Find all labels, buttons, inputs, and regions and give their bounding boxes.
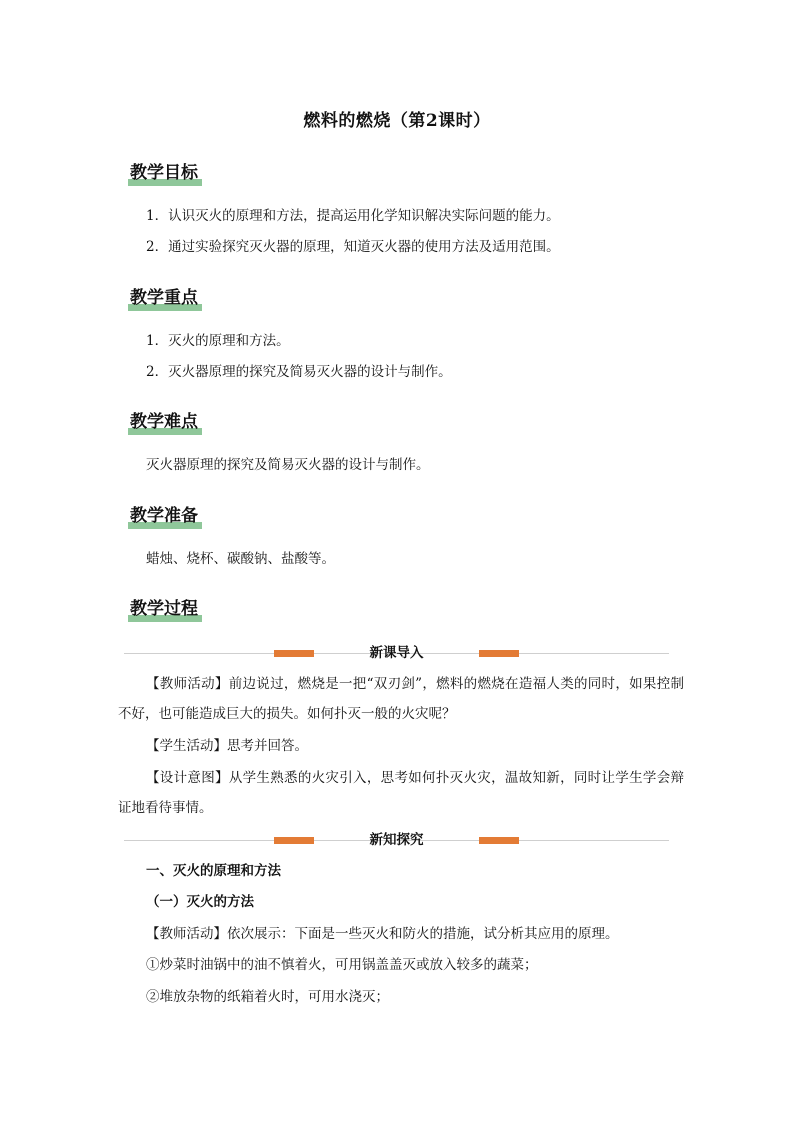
difficulty-text: 灭火器原理的探究及简易灭火器的设计与制作。 (146, 457, 430, 473)
explore-item-1: ①炒菜时油锅中的油不慎着火，可用锅盖盖灭或放入较多的蔬菜； (146, 957, 538, 973)
section-heading-key-points: 教学重点 (128, 287, 202, 311)
divider-explore (124, 832, 669, 848)
page-title: 燃料的燃烧（第2课时） (303, 111, 491, 131)
section-heading-difficulties: 教学难点 (128, 411, 202, 435)
preparation-text: 蜡烛、烧杯、碳酸钠、盐酸等。 (146, 551, 335, 567)
divider-label: 新知探究 (369, 832, 424, 848)
goal-item-1: 1．认识灭火的原理和方法，提高运用化学知识解决实际问题的能力。 (146, 208, 560, 224)
intro-design-intent: 【设计意图】从学生熟悉的火灾引入，思考如何扑灭火灾，温故知新，同时让学生学会辩证地看待事情。 (118, 770, 684, 816)
section-heading-preparation: 教学准备 (128, 505, 202, 529)
intro-student-activity: 【学生活动】思考并回答。 (146, 738, 308, 754)
divider-label: 新课导入 (369, 645, 424, 661)
explore-teacher-activity: 【教师活动】依次展示：下面是一些灭火和防火的措施，试分析其应用的原理。 (146, 926, 619, 942)
key-point-item-2: 2．灭火器原理的探究及简易灭火器的设计与制作。 (146, 364, 452, 380)
section-heading-process: 教学过程 (128, 598, 202, 622)
section-heading-goals: 教学目标 (128, 162, 202, 186)
explore-subheading-1: 一、灭火的原理和方法 (146, 863, 281, 879)
key-point-item-1: 1．灭火的原理和方法。 (146, 333, 290, 349)
explore-item-2: ②堆放杂物的纸箱着火时，可用水浇灭； (146, 989, 389, 1005)
intro-teacher-activity: 【教师活动】前边说过，燃烧是一把“双刃剑”，燃料的燃烧在造福人类的同时，如果控制不好，也可能造成巨大的损失。如何扑灭一般的火灾呢？ (118, 676, 684, 722)
explore-subheading-2: （一）灭火的方法 (146, 894, 254, 910)
goal-item-2: 2．通过实验探究灭火器的原理，知道灭火器的使用方法及适用范围。 (146, 239, 560, 255)
divider-intro (124, 645, 669, 661)
